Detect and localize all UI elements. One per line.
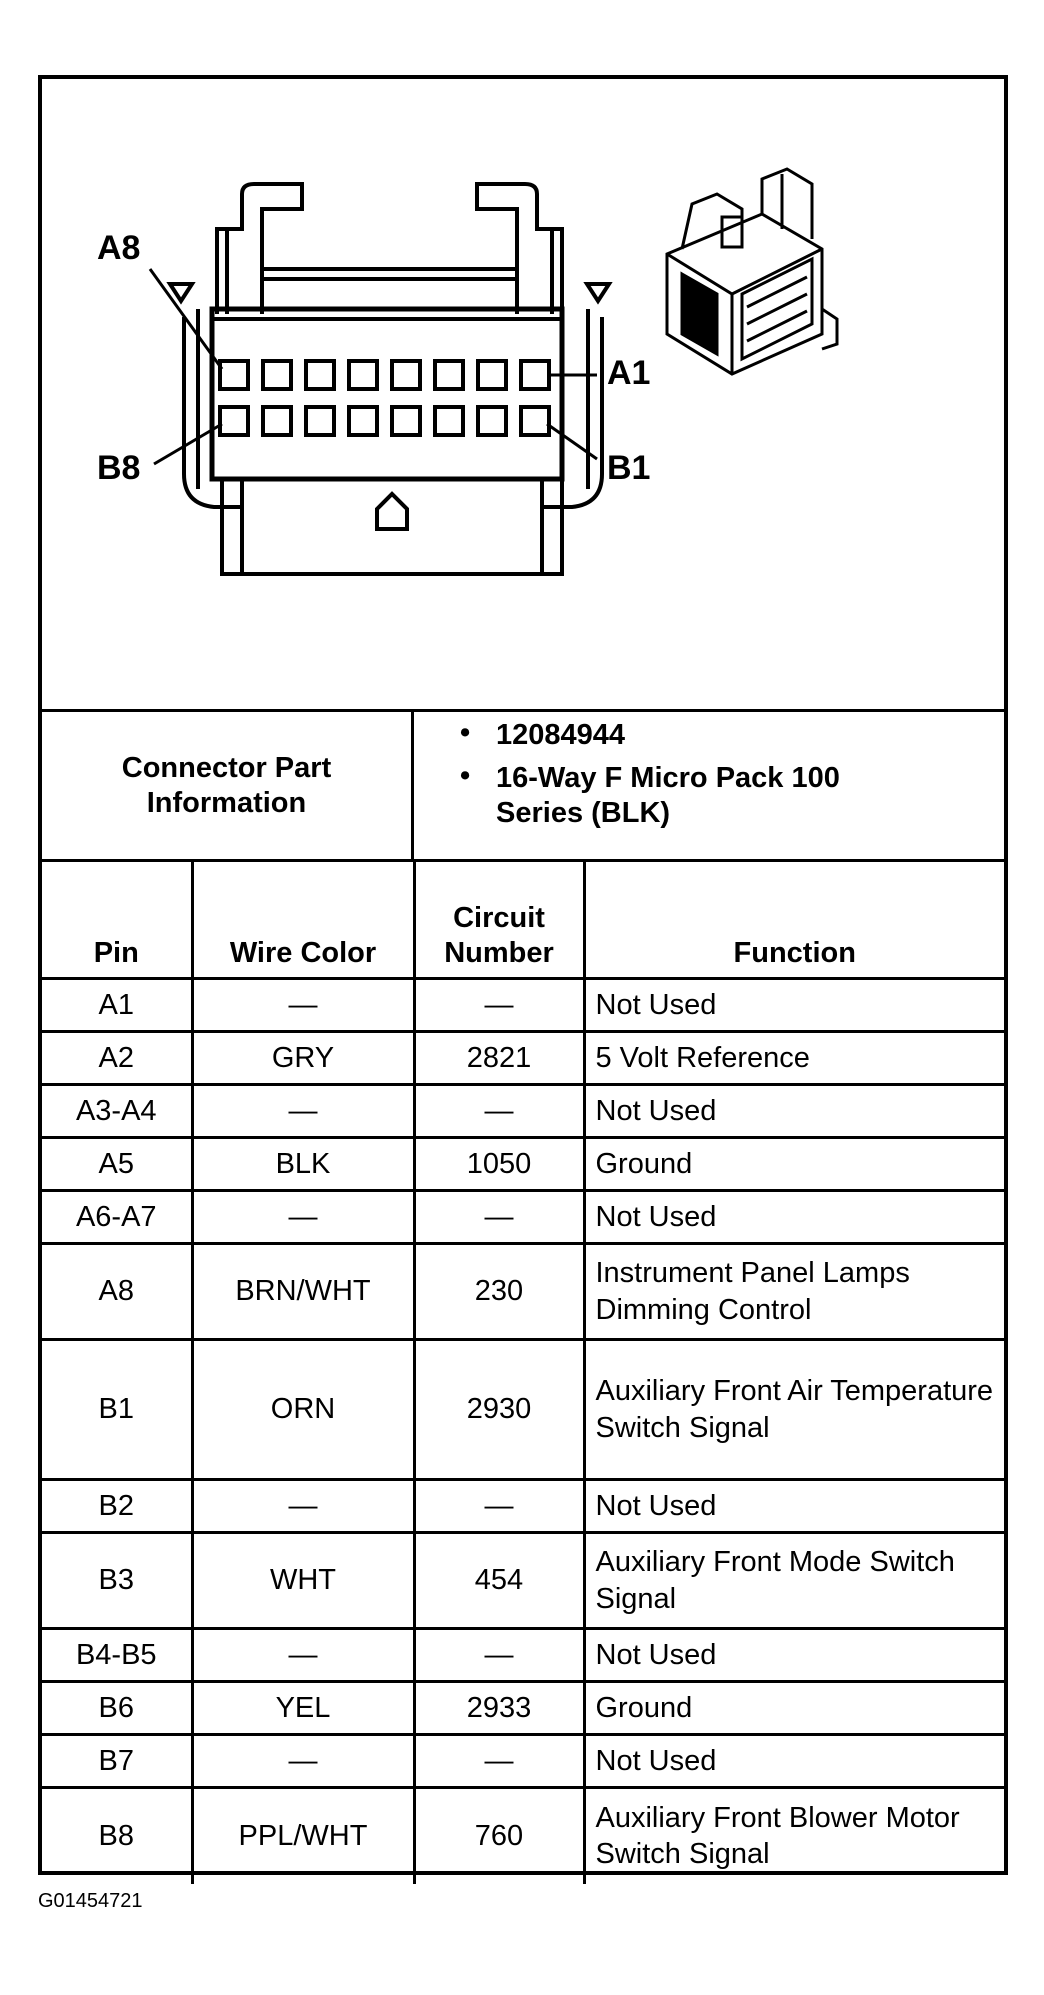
table-row	[42, 979, 1004, 1032]
pin-cell: B3	[42, 1533, 192, 1629]
pin-cell: B1	[42, 1340, 192, 1480]
pin-cell: A1	[42, 979, 192, 1032]
circuit-number-cell: 454	[414, 1533, 584, 1629]
connector-figure	[38, 75, 1008, 1875]
wire-color-cell: WHT	[192, 1533, 414, 1629]
circuit-number-cell: —	[414, 1191, 584, 1244]
table-row	[42, 1340, 1004, 1480]
wire-color-cell: YEL	[192, 1682, 414, 1735]
pin-cell: B6	[42, 1682, 192, 1735]
wire-color-cell: —	[192, 1735, 414, 1788]
circuit-number-cell: —	[414, 979, 584, 1032]
table-row	[42, 1480, 1004, 1533]
table-row	[42, 1138, 1004, 1191]
header-function: Function	[584, 861, 1004, 979]
table-row	[42, 1085, 1004, 1138]
pin-cell: B8	[42, 1788, 192, 1884]
connector-diagram	[42, 79, 1004, 709]
connector-description: • 16-Way F Micro Pack 100 Series (BLK)	[460, 761, 856, 831]
connector-part-info-values	[414, 712, 1004, 859]
header-circuit-number: Circuit Number	[414, 861, 584, 979]
table-row	[42, 1682, 1004, 1735]
table-row	[42, 1629, 1004, 1682]
function-cell: Not Used	[584, 1735, 1004, 1788]
circuit-number-cell: 230	[414, 1244, 584, 1340]
circuit-number-cell: —	[414, 1085, 584, 1138]
pin-cell: A8	[42, 1244, 192, 1340]
function-cell: Not Used	[584, 1085, 1004, 1138]
pin-label-a1: A1	[607, 354, 651, 392]
pin-label-b8: B8	[97, 449, 141, 487]
pin-label-a8: A8	[97, 229, 141, 267]
circuit-number-cell: 1050	[414, 1138, 584, 1191]
wire-color-cell: GRY	[192, 1032, 414, 1085]
table-row	[42, 1244, 1004, 1340]
pin-cell: B4-B5	[42, 1629, 192, 1682]
figure-id: G01454721	[38, 1890, 143, 1912]
function-cell: Not Used	[584, 979, 1004, 1032]
wire-color-cell: —	[192, 1191, 414, 1244]
table-row	[42, 1032, 1004, 1085]
pin-label-b1: B1	[607, 449, 651, 487]
wire-color-cell: —	[192, 1629, 414, 1682]
wire-color-cell: BRN/WHT	[192, 1244, 414, 1340]
pin-cell: A5	[42, 1138, 192, 1191]
table-row	[42, 1735, 1004, 1788]
function-cell: Auxiliary Front Air Temperature Switch Signal	[584, 1340, 1004, 1480]
circuit-number-cell: —	[414, 1629, 584, 1682]
pin-cell: B7	[42, 1735, 192, 1788]
pin-cell: A2	[42, 1032, 192, 1085]
function-cell: Ground	[584, 1138, 1004, 1191]
wire-color-cell: —	[192, 979, 414, 1032]
function-cell: Not Used	[584, 1480, 1004, 1533]
circuit-number-cell: 2821	[414, 1032, 584, 1085]
header-wire-color: Wire Color	[192, 861, 414, 979]
pinout-table-body	[42, 979, 1004, 1884]
wire-color-cell: BLK	[192, 1138, 414, 1191]
circuit-number-cell: —	[414, 1480, 584, 1533]
pinout-table	[42, 859, 1004, 1884]
table-row	[42, 1788, 1004, 1884]
wire-color-cell: —	[192, 1085, 414, 1138]
function-cell: Auxiliary Front Blower Motor Switch Signal	[584, 1788, 1004, 1884]
connector-part-info-label-cell	[42, 712, 414, 859]
wire-color-cell: —	[192, 1480, 414, 1533]
header-pin: Pin	[42, 861, 192, 979]
circuit-number-cell: 760	[414, 1788, 584, 1884]
pin-cell: B2	[42, 1480, 192, 1533]
circuit-number-cell: 2933	[414, 1682, 584, 1735]
connector-isometric-view	[667, 169, 837, 374]
function-cell: Not Used	[584, 1191, 1004, 1244]
function-cell: Instrument Panel Lamps Dimming Control	[584, 1244, 1004, 1340]
function-cell: 5 Volt Reference	[584, 1032, 1004, 1085]
connector-part-info	[42, 709, 1004, 859]
wire-color-cell: ORN	[192, 1340, 414, 1480]
connector-face-drawing	[42, 79, 1004, 709]
function-cell: Not Used	[584, 1629, 1004, 1682]
connector-part-info-label: Connector Part Information	[121, 751, 332, 819]
pin-cell: A6-A7	[42, 1191, 192, 1244]
circuit-number-cell: —	[414, 1735, 584, 1788]
function-cell: Auxiliary Front Mode Switch Signal	[584, 1533, 1004, 1629]
pin-cell: A3-A4	[42, 1085, 192, 1138]
part-number: • 12084944	[460, 718, 1004, 753]
table-row	[42, 1191, 1004, 1244]
circuit-number-cell: 2930	[414, 1340, 584, 1480]
function-cell: Ground	[584, 1682, 1004, 1735]
wire-color-cell: PPL/WHT	[192, 1788, 414, 1884]
table-row	[42, 1533, 1004, 1629]
